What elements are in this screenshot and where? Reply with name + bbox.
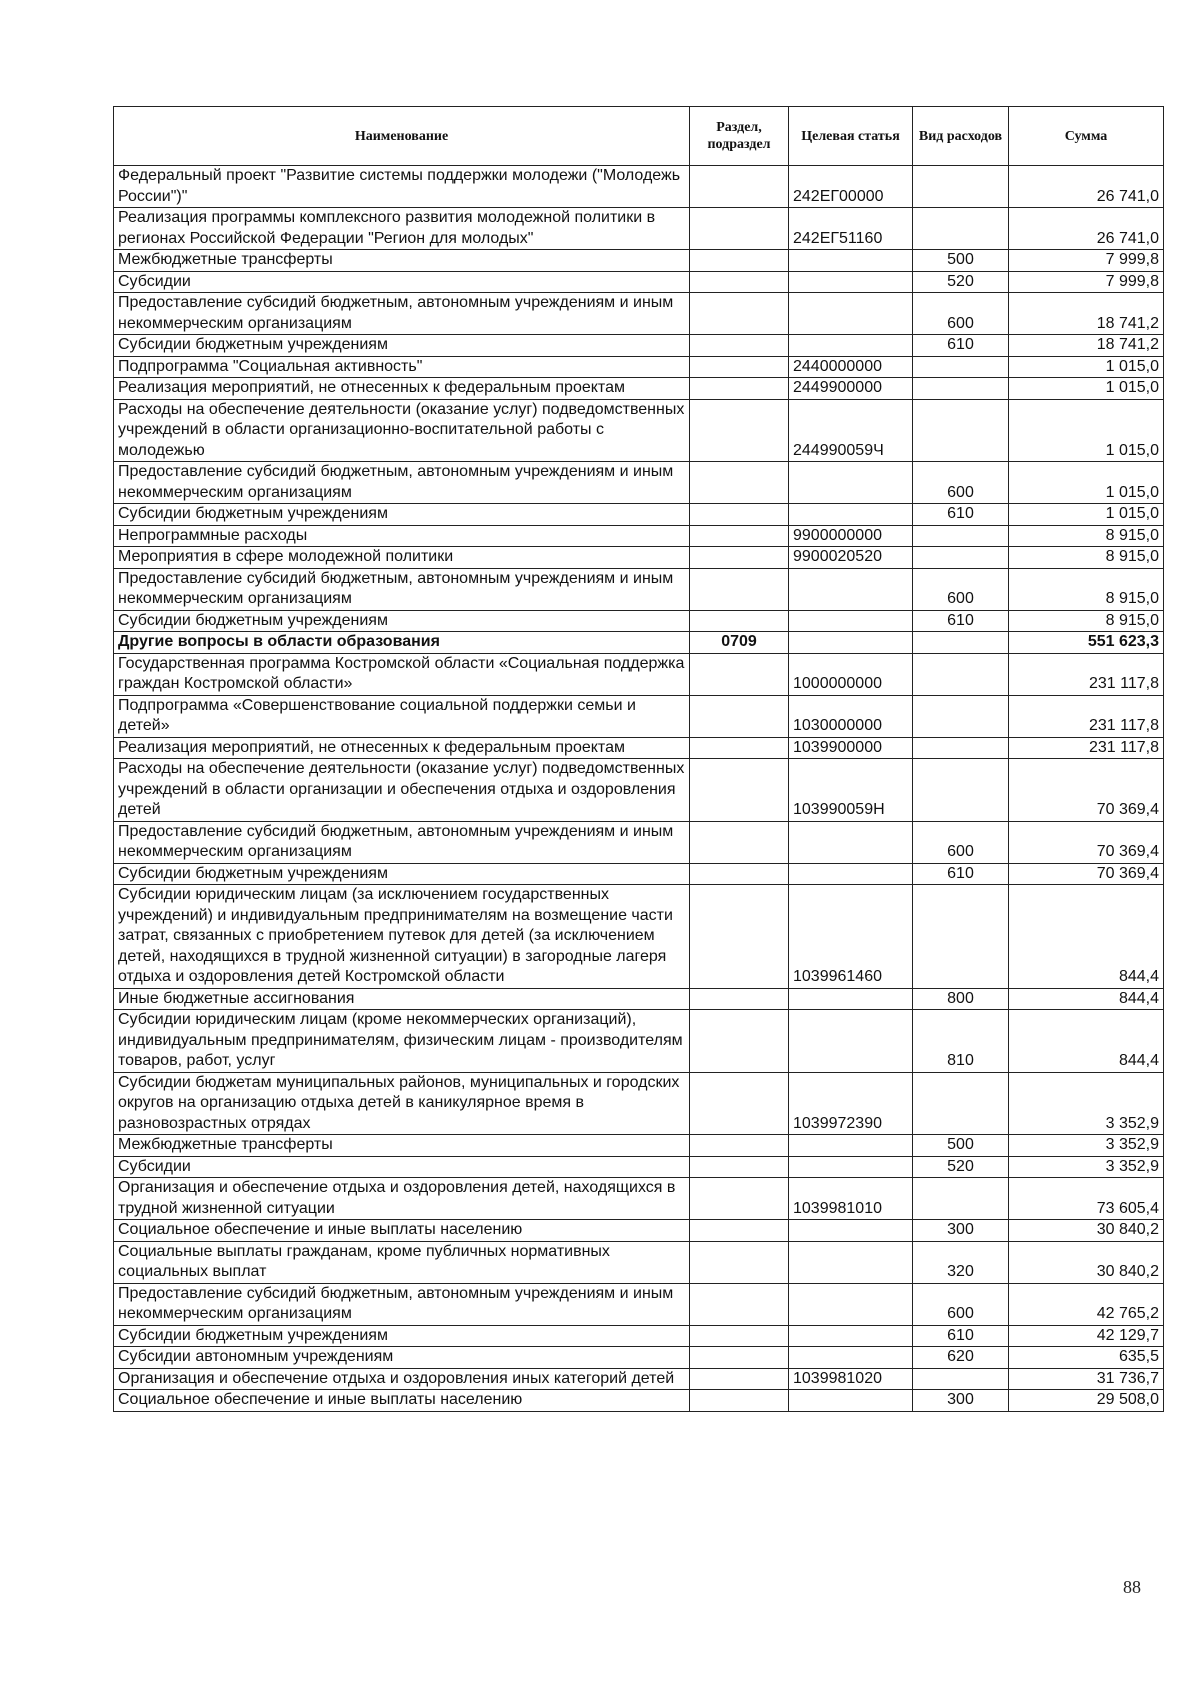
cell-name: Иные бюджетные ассигнования — [114, 988, 690, 1010]
cell-vid: 810 — [913, 1010, 1009, 1073]
cell-razdel — [690, 525, 789, 547]
cell-vid — [913, 1368, 1009, 1390]
cell-code: 1039981020 — [789, 1368, 913, 1390]
cell-sum: 18 741,2 — [1009, 293, 1164, 335]
cell-sum: 844,4 — [1009, 1010, 1164, 1073]
cell-name: Межбюджетные трансферты — [114, 250, 690, 272]
cell-vid — [913, 378, 1009, 400]
cell-razdel — [690, 208, 789, 250]
cell-razdel — [690, 1347, 789, 1369]
header-vid: Вид расходов — [913, 107, 1009, 166]
cell-sum: 30 840,2 — [1009, 1241, 1164, 1283]
cell-vid: 520 — [913, 1156, 1009, 1178]
table-row — [114, 335, 1164, 357]
cell-vid — [913, 1178, 1009, 1220]
cell-razdel — [690, 547, 789, 569]
budget-table — [113, 106, 1164, 1412]
cell-name: Организация и обеспечение отдыха и оздоровления иных категорий детей — [114, 1368, 690, 1390]
cell-name: Предоставление субсидий бюджетным, автономным учреждениям и иным некоммерческим организациям — [114, 293, 690, 335]
cell-name: Организация и обеспечение отдыха и оздоровления детей, находящихся в трудной жизненной ситуации — [114, 1178, 690, 1220]
cell-razdel — [690, 885, 789, 989]
cell-sum: 70 369,4 — [1009, 863, 1164, 885]
cell-razdel — [690, 399, 789, 462]
cell-name: Реализация мероприятий, не отнесенных к федеральным проектам — [114, 378, 690, 400]
table-row — [114, 1283, 1164, 1325]
header-code: Целевая статья — [789, 107, 913, 166]
cell-vid: 500 — [913, 1135, 1009, 1157]
cell-sum: 1 015,0 — [1009, 378, 1164, 400]
cell-razdel — [690, 653, 789, 695]
cell-code — [789, 250, 913, 272]
cell-code: 242ЕГ00000 — [789, 166, 913, 208]
cell-vid: 600 — [913, 821, 1009, 863]
table-row — [114, 399, 1164, 462]
cell-sum: 1 015,0 — [1009, 504, 1164, 526]
cell-name: Субсидии бюджетным учреждениям — [114, 610, 690, 632]
table-body — [114, 166, 1164, 1412]
table-row — [114, 356, 1164, 378]
table-row — [114, 208, 1164, 250]
cell-sum: 70 369,4 — [1009, 759, 1164, 822]
cell-vid — [913, 759, 1009, 822]
cell-name: Социальное обеспечение и иные выплаты населению — [114, 1220, 690, 1242]
cell-code — [789, 610, 913, 632]
cell-sum: 635,5 — [1009, 1347, 1164, 1369]
cell-sum: 26 741,0 — [1009, 208, 1164, 250]
cell-name: Субсидии бюджетным учреждениям — [114, 1325, 690, 1347]
cell-name: Предоставление субсидий бюджетным, автономным учреждениям и иным некоммерческим организациям — [114, 821, 690, 863]
cell-code: 2440000000 — [789, 356, 913, 378]
cell-sum: 8 915,0 — [1009, 568, 1164, 610]
cell-code — [789, 335, 913, 357]
cell-razdel — [690, 1283, 789, 1325]
cell-name: Мероприятия в сфере молодежной политики — [114, 547, 690, 569]
table-row — [114, 166, 1164, 208]
cell-code: 9900000000 — [789, 525, 913, 547]
table-row — [114, 1156, 1164, 1178]
cell-code — [789, 568, 913, 610]
table-row — [114, 525, 1164, 547]
cell-razdel — [690, 1325, 789, 1347]
cell-code — [789, 988, 913, 1010]
cell-sum: 231 117,8 — [1009, 653, 1164, 695]
cell-code: 1039981010 — [789, 1178, 913, 1220]
cell-code: 1030000000 — [789, 695, 913, 737]
cell-razdel — [690, 695, 789, 737]
cell-razdel — [690, 1241, 789, 1283]
table-row — [114, 1241, 1164, 1283]
cell-vid: 610 — [913, 504, 1009, 526]
cell-razdel: 0709 — [690, 632, 789, 654]
cell-razdel — [690, 1178, 789, 1220]
cell-code — [789, 1220, 913, 1242]
cell-sum: 29 508,0 — [1009, 1390, 1164, 1412]
header-sum: Сумма — [1009, 107, 1164, 166]
cell-razdel — [690, 821, 789, 863]
cell-name: Государственная программа Костромской области «Социальная поддержка граждан Костромской области» — [114, 653, 690, 695]
cell-razdel — [690, 293, 789, 335]
cell-vid — [913, 208, 1009, 250]
table-row — [114, 250, 1164, 272]
cell-razdel — [690, 1156, 789, 1178]
cell-razdel — [690, 356, 789, 378]
cell-vid — [913, 737, 1009, 759]
cell-name: Реализация мероприятий, не отнесенных к федеральным проектам — [114, 737, 690, 759]
cell-code: 9900020520 — [789, 547, 913, 569]
cell-name: Подпрограмма "Социальная активность" — [114, 356, 690, 378]
table-row — [114, 1220, 1164, 1242]
table-row — [114, 632, 1164, 654]
cell-sum: 231 117,8 — [1009, 695, 1164, 737]
cell-vid — [913, 885, 1009, 989]
cell-code — [789, 504, 913, 526]
table-row — [114, 378, 1164, 400]
table-row — [114, 821, 1164, 863]
cell-code — [789, 821, 913, 863]
cell-name: Предоставление субсидий бюджетным, автономным учреждениям и иным некоммерческим организациям — [114, 1283, 690, 1325]
cell-razdel — [690, 1135, 789, 1157]
table-row — [114, 504, 1164, 526]
cell-code — [789, 1283, 913, 1325]
cell-vid — [913, 632, 1009, 654]
cell-name: Предоставление субсидий бюджетным, автономным учреждениям и иным некоммерческим организациям — [114, 568, 690, 610]
table-row — [114, 863, 1164, 885]
cell-razdel — [690, 1390, 789, 1412]
cell-code — [789, 632, 913, 654]
cell-code: 1039972390 — [789, 1072, 913, 1135]
cell-name: Субсидии бюджетным учреждениям — [114, 335, 690, 357]
cell-sum: 18 741,2 — [1009, 335, 1164, 357]
table-row — [114, 988, 1164, 1010]
cell-name: Межбюджетные трансферты — [114, 1135, 690, 1157]
cell-code — [789, 1135, 913, 1157]
cell-vid: 620 — [913, 1347, 1009, 1369]
cell-razdel — [690, 737, 789, 759]
table-row — [114, 1325, 1164, 1347]
cell-vid — [913, 1072, 1009, 1135]
header-razdel: Раздел, подраздел — [690, 107, 789, 166]
cell-name: Социальное обеспечение и иные выплаты населению — [114, 1390, 690, 1412]
table-row — [114, 1010, 1164, 1073]
cell-razdel — [690, 759, 789, 822]
table-row — [114, 1178, 1164, 1220]
cell-razdel — [690, 610, 789, 632]
cell-name: Подпрограмма «Совершенствование социальной поддержки семьи и детей» — [114, 695, 690, 737]
table-row — [114, 1072, 1164, 1135]
cell-sum: 1 015,0 — [1009, 462, 1164, 504]
cell-sum: 844,4 — [1009, 988, 1164, 1010]
cell-name: Субсидии бюджетным учреждениям — [114, 504, 690, 526]
cell-name: Субсидии юридическим лицам (за исключением государственных учреждений) и индивидуальным предпринимателям на возмещение части затрат, связанных с приобретением путевок для детей (за исключением детей, находящихся в трудной жизненной ситуации) в загородные лагеря отдыха и оздоровления детей Костромской области — [114, 885, 690, 989]
cell-razdel — [690, 166, 789, 208]
cell-code — [789, 1241, 913, 1283]
table-row — [114, 885, 1164, 989]
table-row — [114, 1368, 1164, 1390]
table-row — [114, 1347, 1164, 1369]
cell-razdel — [690, 271, 789, 293]
table-row — [114, 462, 1164, 504]
cell-sum: 3 352,9 — [1009, 1072, 1164, 1135]
cell-sum: 3 352,9 — [1009, 1156, 1164, 1178]
cell-code — [789, 1325, 913, 1347]
cell-vid — [913, 695, 1009, 737]
cell-vid — [913, 525, 1009, 547]
cell-vid: 610 — [913, 863, 1009, 885]
cell-sum: 30 840,2 — [1009, 1220, 1164, 1242]
cell-name: Субсидии — [114, 271, 690, 293]
cell-vid — [913, 356, 1009, 378]
table-row — [114, 653, 1164, 695]
cell-razdel — [690, 1220, 789, 1242]
cell-name: Расходы на обеспечение деятельности (оказание услуг) подведомственных учреждений в области организации и обеспечения отдыха и оздоровления детей — [114, 759, 690, 822]
cell-vid: 600 — [913, 462, 1009, 504]
cell-sum: 8 915,0 — [1009, 525, 1164, 547]
cell-name: Социальные выплаты гражданам, кроме публичных нормативных социальных выплат — [114, 1241, 690, 1283]
cell-name: Субсидии бюджетам муниципальных районов, муниципальных и городских округов на организацию отдыха детей в каникулярное время в разновозрастных отрядах — [114, 1072, 690, 1135]
cell-sum: 8 915,0 — [1009, 547, 1164, 569]
cell-vid — [913, 399, 1009, 462]
cell-vid: 600 — [913, 1283, 1009, 1325]
cell-code — [789, 293, 913, 335]
cell-sum: 551 623,3 — [1009, 632, 1164, 654]
cell-vid: 500 — [913, 250, 1009, 272]
cell-code — [789, 1390, 913, 1412]
cell-sum: 26 741,0 — [1009, 166, 1164, 208]
cell-vid: 320 — [913, 1241, 1009, 1283]
cell-sum: 7 999,8 — [1009, 250, 1164, 272]
cell-code — [789, 1347, 913, 1369]
page-number: 88 — [1123, 1577, 1141, 1597]
table-row — [114, 293, 1164, 335]
table-row — [114, 610, 1164, 632]
cell-sum: 42 129,7 — [1009, 1325, 1164, 1347]
cell-code — [789, 1010, 913, 1073]
cell-name: Предоставление субсидий бюджетным, автономным учреждениям и иным некоммерческим организациям — [114, 462, 690, 504]
cell-razdel — [690, 1010, 789, 1073]
cell-code — [789, 462, 913, 504]
cell-code — [789, 863, 913, 885]
cell-razdel — [690, 1368, 789, 1390]
cell-vid: 520 — [913, 271, 1009, 293]
cell-code — [789, 271, 913, 293]
cell-razdel — [690, 863, 789, 885]
cell-name: Федеральный проект "Развитие системы поддержки молодежи ("Молодежь России")" — [114, 166, 690, 208]
cell-vid: 300 — [913, 1220, 1009, 1242]
table-row — [114, 737, 1164, 759]
header-row — [114, 107, 1164, 166]
cell-sum: 844,4 — [1009, 885, 1164, 989]
cell-sum: 1 015,0 — [1009, 356, 1164, 378]
cell-name: Субсидии автономным учреждениям — [114, 1347, 690, 1369]
cell-vid — [913, 166, 1009, 208]
header-name: Наименование — [114, 107, 690, 166]
cell-razdel — [690, 568, 789, 610]
cell-razdel — [690, 378, 789, 400]
cell-sum: 3 352,9 — [1009, 1135, 1164, 1157]
cell-vid: 600 — [913, 293, 1009, 335]
cell-razdel — [690, 988, 789, 1010]
cell-code: 1039961460 — [789, 885, 913, 989]
cell-name: Другие вопросы в области образования — [114, 632, 690, 654]
cell-code: 242ЕГ51160 — [789, 208, 913, 250]
cell-vid: 610 — [913, 335, 1009, 357]
cell-code: 244990059Ч — [789, 399, 913, 462]
table-row — [114, 1135, 1164, 1157]
cell-razdel — [690, 1072, 789, 1135]
cell-name: Реализация программы комплексного развития молодежной политики в регионах Российской Федерации "Регион для молодых" — [114, 208, 690, 250]
cell-vid — [913, 653, 1009, 695]
cell-sum: 70 369,4 — [1009, 821, 1164, 863]
cell-name: Расходы на обеспечение деятельности (оказание услуг) подведомственных учреждений в области организационно-воспитательной работы с молодежью — [114, 399, 690, 462]
table-row — [114, 547, 1164, 569]
cell-sum: 1 015,0 — [1009, 399, 1164, 462]
cell-razdel — [690, 250, 789, 272]
cell-vid: 610 — [913, 610, 1009, 632]
table-row — [114, 568, 1164, 610]
cell-code: 1000000000 — [789, 653, 913, 695]
cell-code: 2449900000 — [789, 378, 913, 400]
cell-name: Непрограммные расходы — [114, 525, 690, 547]
cell-razdel — [690, 335, 789, 357]
cell-code: 103990059Н — [789, 759, 913, 822]
table-row — [114, 695, 1164, 737]
cell-name: Субсидии юридическим лицам (кроме некоммерческих организаций), индивидуальным предпринимателям, физическим лицам - производителям товаров, работ, услуг — [114, 1010, 690, 1073]
cell-code: 1039900000 — [789, 737, 913, 759]
cell-name: Субсидии бюджетным учреждениям — [114, 863, 690, 885]
cell-vid: 800 — [913, 988, 1009, 1010]
cell-razdel — [690, 504, 789, 526]
table-row — [114, 759, 1164, 822]
cell-sum: 8 915,0 — [1009, 610, 1164, 632]
table-row — [114, 1390, 1164, 1412]
table-header — [114, 107, 1164, 166]
cell-code — [789, 1156, 913, 1178]
cell-vid: 600 — [913, 568, 1009, 610]
cell-razdel — [690, 462, 789, 504]
table-row — [114, 271, 1164, 293]
cell-vid — [913, 547, 1009, 569]
cell-sum: 7 999,8 — [1009, 271, 1164, 293]
cell-sum: 73 605,4 — [1009, 1178, 1164, 1220]
cell-sum: 231 117,8 — [1009, 737, 1164, 759]
cell-name: Субсидии — [114, 1156, 690, 1178]
cell-vid: 300 — [913, 1390, 1009, 1412]
cell-vid: 610 — [913, 1325, 1009, 1347]
cell-sum: 42 765,2 — [1009, 1283, 1164, 1325]
cell-sum: 31 736,7 — [1009, 1368, 1164, 1390]
